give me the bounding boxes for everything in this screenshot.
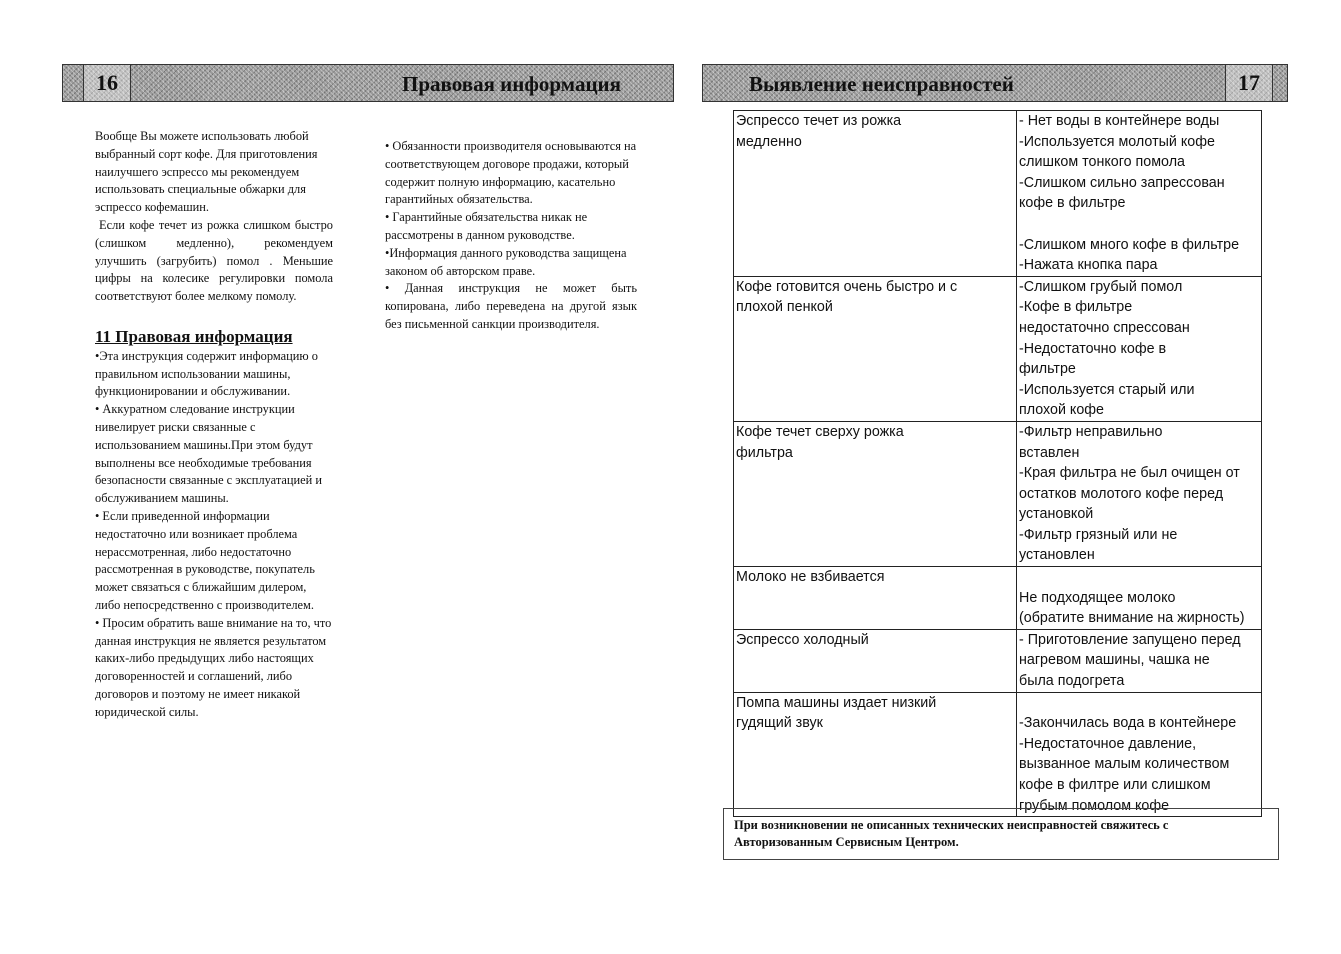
- problem-cell: [734, 692, 1017, 817]
- cause-line: кофе в филтре или слишком: [1019, 777, 1211, 793]
- cause-line: [1019, 567, 1259, 588]
- legal-bullet-1: •Эта инструкция содержит информацию о правильном использовании машины, функционировании и обслуживании.: [95, 348, 318, 399]
- problem-cell: [734, 111, 1017, 277]
- problem-line: фильтра: [736, 444, 793, 461]
- cause-line: -Фильтр грязный или не: [1019, 526, 1178, 543]
- cause-line: вставлен: [1019, 444, 1080, 461]
- page-number-left: 16: [83, 65, 131, 101]
- cause-line: -Используется старый или: [1019, 381, 1195, 398]
- cause-line: была подогрета: [1019, 673, 1125, 690]
- table-row: [734, 111, 1262, 277]
- cause-line: установкой: [1019, 506, 1094, 523]
- cause-cell: [1017, 629, 1262, 692]
- cause-line: -Закончилась вода в контейнере: [1019, 715, 1237, 732]
- cause-line: -Края фильтра не был очищен от: [1019, 465, 1240, 482]
- page-number-right: 17: [1225, 65, 1273, 101]
- cause-line: нагревом машины, чашка не: [1019, 652, 1210, 669]
- left-column-1: [95, 128, 333, 722]
- cause-line: слишком тонкого помола: [1019, 154, 1185, 171]
- cause-line: -Недостаточно кофе в: [1019, 340, 1167, 357]
- problem-line: Эспрессо течет из рожка: [736, 113, 902, 129]
- cause-line: кофе в фильтре: [1019, 195, 1126, 212]
- intro-paragraph-1: Вообще Вы можете использовать любой выбранный сорт кофе. Для приготовления наилучшего эспрессо мы рекомендуем использовать специальные обжарки для эспрессо кофемашин.: [95, 129, 318, 215]
- table-row: [734, 421, 1262, 566]
- troubleshooting-table: [733, 110, 1262, 817]
- cause-cell: [1017, 276, 1262, 421]
- intro-paragraph-2: Если кофе течет из рожка слишком быстро (слишком медленно), рекомендуем улучшить (загрубить) помол . Меньшие цифры на колесике регулировки помола соответствуют более мелкому помолу.: [95, 217, 333, 304]
- cause-line: -Кофе в фильтре: [1019, 299, 1133, 316]
- problem-line: Кофе готовится очень быстро и с: [736, 278, 958, 295]
- legal-bullet-2: • Аккуратном следование инструкции нивелирует риски связанные с использованием машины.При этом будут выполнены все необходимые требования безопасности связанные с эксплуатацией и обслуживанием машины.: [95, 402, 323, 506]
- problem-line: Помпа машины издает низкий: [736, 694, 937, 711]
- table-row: [734, 692, 1262, 817]
- right-page-title: Выявление неисправностей: [749, 72, 1014, 96]
- cause-line: -Слишком много кофе в фильтре: [1019, 236, 1240, 253]
- cause-line: Не подходящее молоко: [1019, 589, 1176, 606]
- problem-cell: [734, 629, 1017, 692]
- problem-cell: [734, 567, 1017, 630]
- table-row: [734, 276, 1262, 421]
- cause-line: -Недостаточное давление,: [1019, 735, 1197, 752]
- problem-cell: [734, 276, 1017, 421]
- legal-bullet-6: • Гарантийные обязательства никак не рассмотрены в данном руководстве.: [385, 210, 588, 242]
- cause-cell: [1017, 111, 1262, 277]
- problem-line: гудящий звук: [736, 715, 823, 732]
- problem-cell: [734, 421, 1017, 566]
- cause-line: -Слишком сильно запрессован: [1019, 174, 1225, 191]
- cause-line: фильтре: [1019, 361, 1076, 378]
- cause-line: недостаточно спрессован: [1019, 319, 1190, 336]
- problem-line: Кофе течет сверху рожка: [736, 423, 904, 440]
- table-row: [734, 567, 1262, 630]
- cause-line: остатков молотого кофе перед: [1019, 485, 1224, 502]
- cause-line: - Нет воды в контейнере воды: [1019, 113, 1220, 129]
- problem-line: медленно: [736, 133, 802, 150]
- legal-bullet-5: • Обязанности производителя основываются на соответствующем договоре продажи, который содержит полную информацию, касательно гарантийных обязательства.: [385, 139, 637, 207]
- cause-line: (обратите внимание на жирность): [1019, 610, 1245, 627]
- cause-line: -Фильтр неправильно: [1019, 423, 1163, 440]
- cause-line: установлен: [1019, 547, 1095, 564]
- cause-cell: [1017, 567, 1262, 630]
- section-title: 11 Правовая информация: [95, 326, 293, 346]
- cause-line: грубым помолом кофе: [1019, 797, 1170, 814]
- right-page-header: [702, 64, 1288, 102]
- cause-cell: [1017, 692, 1262, 817]
- cause-line: -Используется молотый кофе: [1019, 133, 1215, 150]
- cause-line: -Нажата кнопка пара: [1019, 257, 1158, 274]
- table-row: [734, 629, 1262, 692]
- legal-bullet-4: • Просим обратить ваше внимание на то, что данная инструкция не является результатом каких-либо предыдущих либо настоящих договоренностей и соглашений, либо договоров и поэтому не имеет никакой юридической силы.: [95, 615, 332, 719]
- problem-line: Молоко не взбивается: [736, 569, 885, 586]
- left-page-header: [62, 64, 674, 102]
- cause-line: - Приготовление запущено перед: [1019, 631, 1241, 648]
- left-column-2: [385, 138, 637, 334]
- cause-line: плохой кофе: [1019, 402, 1105, 419]
- legal-bullet-7: •Информация данного руководства защищена законом об авторском праве.: [385, 245, 627, 278]
- service-center-note: При возникновении не описанных технических неисправностей свяжитесь с Авторизованным Сервисным Центром.: [723, 808, 1279, 860]
- cause-line: [1019, 214, 1259, 235]
- cause-line: [1019, 693, 1259, 714]
- problem-line: Эспрессо холодный: [736, 631, 869, 648]
- cause-line: -Слишком грубый помол: [1019, 278, 1183, 295]
- legal-bullet-3: • Если приведенной информации недостаточно или возникает проблема нерассмотренная, либо недостаточно рассмотренная в руководстве, покупатель может связаться с ближайшим дилером, либо непосредственно с производителем.: [95, 508, 315, 612]
- left-page-title: Правовая информация: [402, 72, 621, 96]
- legal-bullet-8: • Данная инструкция не может быть копирована, либо переведена на другой язык без письменной санкции производителя.: [385, 281, 637, 331]
- cause-line: вызванное малым количеством: [1019, 756, 1230, 773]
- problem-line: плохой пенкой: [736, 299, 833, 316]
- cause-cell: [1017, 421, 1262, 566]
